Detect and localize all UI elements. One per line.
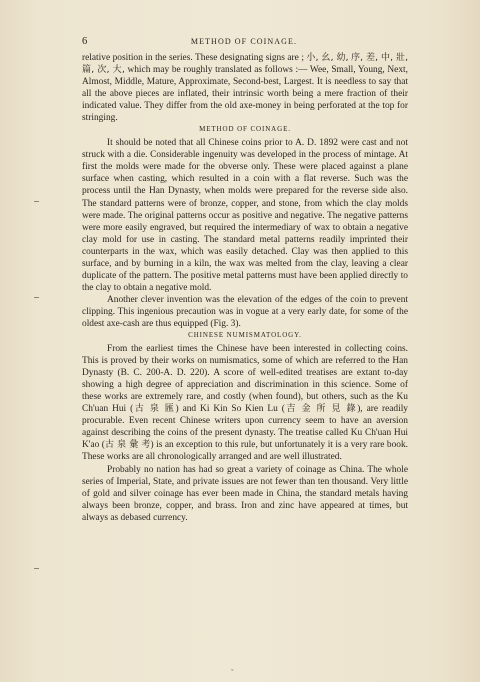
intro-paragraph	[82, 52, 408, 124]
chinese-signs-1: 小, 幺, 幼,	[306, 53, 349, 63]
section-heading-method: METHOD OF COINAGE.	[199, 125, 291, 134]
folio-mark: ˇ	[231, 668, 234, 677]
margin-mark	[34, 201, 39, 202]
page-number: 6	[82, 36, 88, 47]
intro-text: relative position in the series. These designating signs are ;	[82, 53, 307, 63]
paragraph-variety: Probably no nation has had so great a variety of coinage as China. The whole series of Imperial, State, and private issues are not fewer than ten thousand. Very little of gold and silver coinage has ever been made in China, the standard metals having always been bronze, copper, and brass. Iron and zinc have appeared at times, but always as debased currency.	[82, 464, 408, 523]
numismatology-text-d: ) is an exception to this rule, but unfortunately it is a very rare book. These works are all chronologically arranged and are well illustrated.	[82, 440, 408, 463]
chinese-title-ku-chuan-hui-kao: 古 泉 彙 考	[104, 440, 151, 451]
numismatology-text-c: ), are readily procurable. Even recent Chinese writers upon currency seem to have an aversion against describing the coins of the present dynasty. The treatise called Ku Ch'uan Hui K'ao (	[82, 404, 408, 451]
paragraph-clipping: Another clever invention was the elevation of the edges of the coin to prevent clipping. This ingenious precaution was in vogue at a very early date, for some of the oldest axe-cash are thus equipped (Fig. 3).	[82, 294, 408, 329]
body-text	[82, 52, 408, 524]
margin-mark	[34, 297, 39, 298]
numismatology-text-a: From the earliest times the Chinese have been interested in collecting coins. This is proved by their works on numismatics, some of which are referred to the Han Dynasty (B. C. 200-A. D. 220). A score of well-edited treatises are extant to-day showing a high degree of appreciation and discrimination in this science. Some of these works are extremely rare, and costly (when found), but others, such as the Ku Ch'uan Hui (	[82, 344, 408, 415]
numismatology-text-b: ) and Ki Kin So Kien Lu (	[175, 404, 285, 415]
chinese-title-ku-chuan-hui: 古 泉 匯	[133, 404, 176, 415]
paragraph-numismatology	[82, 343, 408, 463]
paragraph-coinage-process: It should be noted that all Chinese coins prior to A. D. 1892 were cast and not struck with a die. Considerable ingenuity was developed in the process of mintage. At first the molds were made for the obverse only. These were placed against a plane surface when casting, which resulted in a coin with a flat reverse. Such was the process until the Han Dynasty, when molds were prepared for the reverse side also. The standard patterns were of bronze, copper, and stone, from which the clay molds were made. The original patterns occur as positive and negative. The negative patterns were more easily engraved, but required the intermediary of wax to obtain a negative clay mold for use in casting. The standard metal patterns readily imprinted their counterparts in the wax, which was easily detached. Clay was then applied to this surface, and by burning in a kiln, the wax was melted from the clay, leaving a clear duplicate of the pattern. The positive metal patterns must have been applied directly to the clay to obtain a negative mold.	[82, 138, 408, 293]
margin-mark	[34, 568, 39, 569]
page-header	[82, 36, 406, 50]
intro-rest-text: which may be roughly translated as follows :— Wee, Small, Young, Next, Almost, Middle, Mature, Approximate, Second-best, Largest. It is needless to say that all the above pieces are inflated, their intrinsic worth being a mere fraction of their indicated value. They differ from the old axe-money in being perforated at the top for stringing.	[82, 65, 408, 124]
chinese-title-ki-kin-so-kien-lu: 吉 金 所 見 錄	[284, 404, 358, 415]
chinese-signs-2: 序, 差, 中, 壯, 篇, 次, 大,	[82, 53, 408, 76]
section-heading-numismatology: CHINESE NUMISMATOLOGY.	[188, 331, 302, 340]
running-head: METHOD OF COINAGE.	[190, 37, 298, 46]
